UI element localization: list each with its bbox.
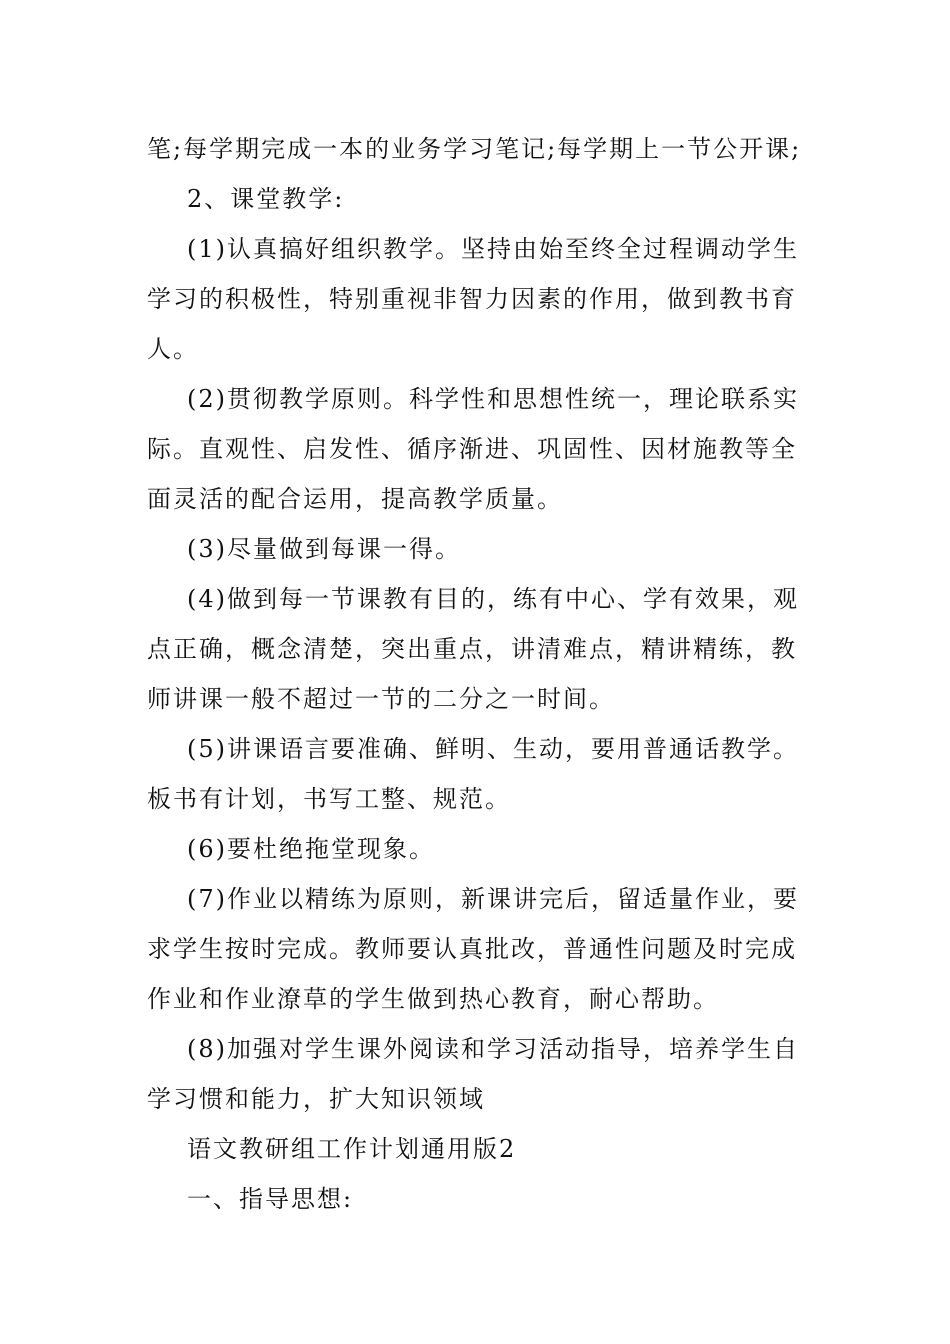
paragraph-item-5: (5)讲课语言要准确、鲜明、生动，要用普通话教学。板书有计划，书写工整、规范。 bbox=[147, 735, 799, 813]
paragraph-item-7: (7)作业以精练为原则，新课讲完后，留适量作业，要求学生按时完成。教师要认真批改，普通性问题及时完成作业和作业潦草的学生做到热心教育，耐心帮助。 bbox=[147, 885, 799, 1013]
paragraph-item-8: (8)加强对学生课外阅读和学习活动指导，培养学生自学习惯和能力，扩大知识领域 bbox=[147, 1035, 799, 1113]
paragraph-continuation: 笔;每学期完成一本的业务学习笔记;每学期上一节公开课; bbox=[147, 135, 802, 163]
document-section-title: 语文教研组工作计划通用版2 bbox=[187, 1135, 517, 1163]
paragraph-item-2: (2)贯彻教学原则。科学性和思想性统一，理论联系实际。直观性、启发性、循序渐进、巩固性、因材施教等全面灵活的配合运用，提高教学质量。 bbox=[147, 385, 799, 513]
paragraph-item-6: (6)要杜绝拖堂现象。 bbox=[187, 835, 435, 863]
paragraph-item-4: (4)做到每一节课教有目的，练有中心、学有效果，观点正确，概念清楚，突出重点，讲清难点，精讲精练，教师讲课一般不超过一节的二分之一时间。 bbox=[147, 585, 799, 713]
paragraph-item-1: (1)认真搞好组织教学。坚持由始至终全过程调动学生学习的积极性，特别重视非智力因素的作用，做到教书育人。 bbox=[147, 235, 799, 363]
paragraph-item-3: (3)尽量做到每课一得。 bbox=[187, 535, 461, 563]
document-body bbox=[147, 124, 812, 1224]
section-heading-guiding-ideology: 一、指导思想: bbox=[187, 1185, 354, 1213]
section-heading-classroom-teaching: 2、课堂教学: bbox=[187, 185, 345, 213]
